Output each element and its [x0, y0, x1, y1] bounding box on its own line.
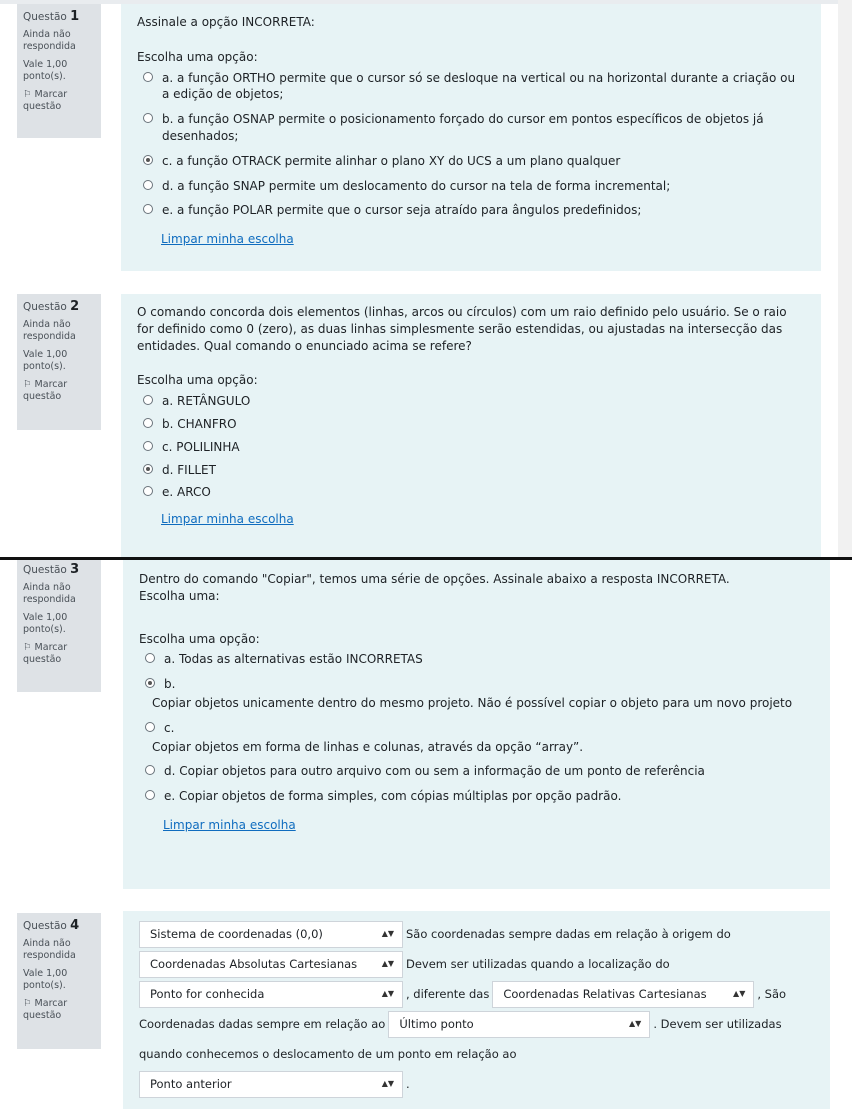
radio-button-selected[interactable] [143, 464, 153, 474]
choice-prompt: Escolha uma opção: [139, 631, 260, 646]
question-number: Questão 3 [23, 562, 80, 577]
option-b[interactable]: b. a função OSNAP permite o posicionamento forçado do cursor em pontos específicos de objetos já desenhados; [143, 111, 805, 145]
radio-button[interactable] [143, 72, 153, 82]
dropdown-select[interactable]: Coordenadas Absolutas Cartesianas ▲▼ [139, 951, 403, 978]
question-points: Vale 1,00 ponto(s). [23, 968, 68, 991]
flag-icon: ⚐ [23, 378, 35, 390]
question-1-info [17, 4, 101, 138]
choice-prompt: Escolha uma opção: [137, 49, 258, 64]
question-points: Vale 1,00 ponto(s). [23, 349, 68, 372]
question-number: Questão 4 [23, 918, 80, 933]
option-c[interactable]: c. Copiar objetos em forma de linhas e colunas, através da opção “array”. [145, 720, 814, 756]
question-3-info [17, 560, 101, 692]
radio-button-selected[interactable] [145, 678, 155, 688]
clear-choice-link[interactable]: Limpar minha escolha [161, 232, 294, 247]
option-b[interactable]: b. CHANFRO [143, 416, 805, 433]
dropdown-select[interactable]: Sistema de coordenadas (0,0) ▲▼ [139, 921, 403, 948]
question-text: Assinale a opção INCORRETA: [137, 15, 315, 29]
question-status: Ainda não respondida [23, 319, 76, 343]
radio-button-selected[interactable] [143, 155, 153, 165]
option-e[interactable]: e. ARCO [143, 484, 805, 501]
question-points: Vale 1,00 ponto(s). [23, 59, 68, 82]
option-e[interactable]: e. Copiar objetos de forma simples, com cópias múltiplas por opção padrão. [145, 788, 814, 805]
choice-prompt: Escolha uma opção: [137, 373, 258, 388]
flag-icon: ⚐ [23, 88, 35, 100]
question-3-content [123, 560, 830, 889]
clear-choice-link[interactable]: Limpar minha escolha [161, 512, 294, 527]
question-4-info [17, 913, 101, 1049]
radio-button[interactable] [145, 722, 155, 732]
question-status: Ainda não respondida [23, 938, 76, 962]
dropdown-select[interactable]: Ponto for conhecida ▲▼ [139, 981, 403, 1008]
question-subtext: Escolha uma: [139, 588, 220, 603]
option-d[interactable]: d. a função SNAP permite um deslocamento do cursor na tela de forma incremental; [143, 178, 805, 195]
option-a[interactable]: a. Todas as alternativas estão INCORRETAS [145, 651, 814, 668]
radio-button[interactable] [145, 653, 155, 663]
question-status: Ainda não respondida [23, 582, 76, 606]
dropdown-select[interactable]: Coordenadas Relativas Cartesianas ▲▼ [492, 981, 754, 1008]
question-2-info [17, 294, 101, 430]
question-1-content [121, 4, 821, 271]
select-arrows-icon: ▲▼ [381, 1079, 394, 1089]
option-c[interactable]: c. a função OTRACK permite alinhar o plano XY do UCS a um plano qualquer [143, 153, 805, 170]
question-status: Ainda não respondida [23, 29, 76, 53]
dropdown-select[interactable]: Ponto anterior ▲▼ [139, 1071, 403, 1098]
clear-choice-link[interactable]: Limpar minha escolha [163, 817, 296, 832]
select-arrows-icon: ▲▼ [733, 989, 746, 999]
question-text: O comando concorda dois elementos (linhas, arcos ou círculos) com um raio definido pelo usuário. Se o raio for definido como 0 (zero), as duas linhas simplesmente serão estendidas, ou ajustadas na intersecção das entidades. Qual comando o enunciado acima se refere? [137, 305, 787, 353]
scrollbar-track[interactable] [838, 0, 852, 557]
radio-button[interactable] [143, 441, 153, 451]
select-arrows-icon: ▲▼ [381, 959, 394, 969]
option-b[interactable]: b. Copiar objetos unicamente dentro do mesmo projeto. Não é possível copiar o objeto para um novo projeto [145, 676, 814, 712]
radio-button[interactable] [143, 395, 153, 405]
flag-icon: ⚐ [23, 641, 35, 653]
question-2-content [121, 294, 821, 557]
option-e[interactable]: e. a função POLAR permite que o cursor seja atraído para ângulos predefinidos; [143, 202, 805, 219]
option-d[interactable]: d. Copiar objetos para outro arquivo com ou sem a informação de um ponto de referência [145, 763, 814, 780]
radio-button[interactable] [143, 418, 153, 428]
select-arrows-icon: ▲▼ [629, 1019, 642, 1029]
question-number: Questão 2 [23, 299, 80, 314]
option-a[interactable]: a. RETÂNGULO [143, 393, 805, 410]
radio-button[interactable] [143, 486, 153, 496]
dropdown-select[interactable]: Último ponto ▲▼ [388, 1011, 650, 1038]
question-number: Questão 1 [23, 9, 80, 24]
flag-icon: ⚐ [23, 997, 35, 1009]
radio-button[interactable] [143, 180, 153, 190]
select-arrows-icon: ▲▼ [381, 929, 394, 939]
radio-button[interactable] [145, 790, 155, 800]
flag-question-link[interactable]: ⚐ Marcar questão [23, 997, 68, 1021]
flag-question-link[interactable]: ⚐ Marcar questão [23, 378, 68, 402]
radio-button[interactable] [143, 204, 153, 214]
question-points: Vale 1,00 ponto(s). [23, 612, 68, 635]
flag-question-link[interactable]: ⚐ Marcar questão [23, 88, 68, 112]
radio-button[interactable] [143, 113, 153, 123]
option-d[interactable]: d. FILLET [143, 462, 805, 479]
question-4-content: Sistema de coordenadas (0,0) ▲▼ São coordenadas sempre dadas em relação à origem do Coordenadas Absolutas Cartesianas ▲▼ Devem ser utilizadas quando a localização do Ponto for conhecida ▲▼ , diferente das Coordenadas Relativas Cartesianas ▲▼ , São Coordenadas dadas sempre em relação ao Último ponto ▲▼ . Devem ser utilizadas quando conhecemos o deslocamento de um ponto em relação ao Ponto anterior ▲▼ . [123, 911, 830, 1109]
select-arrows-icon: ▲▼ [381, 989, 394, 999]
flag-question-link[interactable]: ⚐ Marcar questão [23, 641, 68, 665]
option-c[interactable]: c. POLILINHA [143, 439, 805, 456]
question-text: Dentro do comando "Copiar", temos uma série de opções. Assinale abaixo a resposta INCORRETA. [139, 572, 730, 586]
radio-button[interactable] [145, 765, 155, 775]
option-a[interactable]: a. a função ORTHO permite que o cursor só se desloque na vertical ou na horizontal durante a criação ou a edição de objetos; [143, 70, 805, 104]
